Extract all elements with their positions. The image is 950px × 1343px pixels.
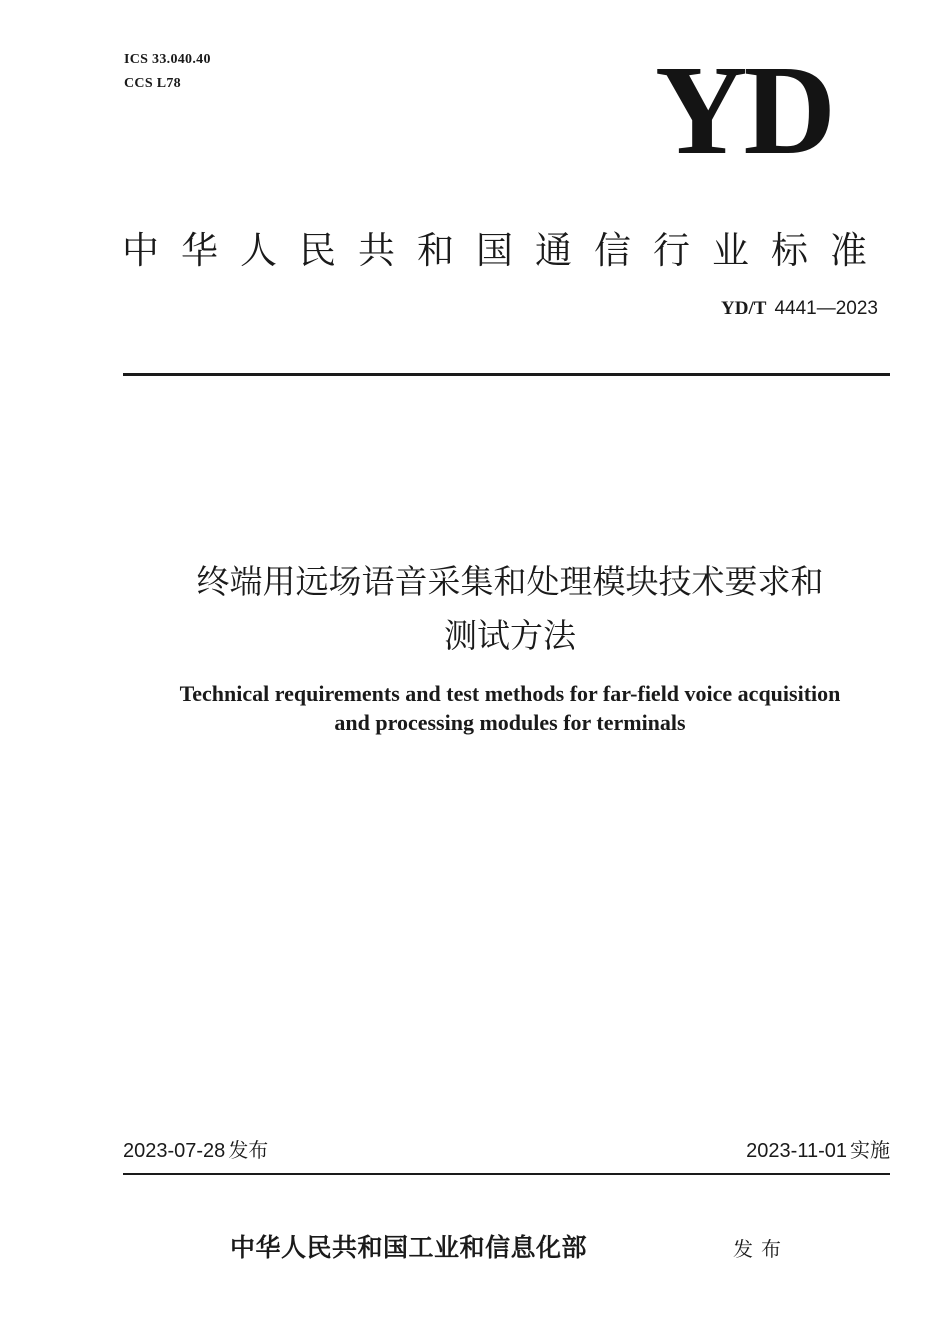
publisher-name: 中华人民共和国工业和信息化部 (230, 1233, 588, 1262)
standard-category: 中华人民共和国通信行业标准 (122, 229, 889, 272)
issue-date-label: 发布 (228, 1138, 269, 1162)
standard-number-value: 4441—2023 (774, 298, 878, 319)
issue-date-value: 2023-07-28 (123, 1140, 226, 1162)
english-title-line-2: and processing modules for terminals (334, 710, 686, 735)
effective-date-label: 实施 (850, 1138, 890, 1162)
standard-number (721, 298, 878, 320)
chinese-title-line-2: 测试方法 (444, 616, 576, 655)
chinese-title (110, 555, 910, 663)
effective-date (746, 1134, 890, 1163)
issue-date (123, 1134, 268, 1163)
publish-label: 发布 (733, 1237, 789, 1261)
bottom-divider (123, 1173, 890, 1175)
yd-logo: YD (655, 39, 832, 181)
ccs-code: CCS L78 (124, 76, 181, 91)
ics-code: ICS 33.040.40 (124, 52, 211, 67)
top-divider (123, 373, 890, 376)
effective-date-value: 2023-11-01 (746, 1140, 847, 1162)
standard-prefix: YD/T (721, 298, 767, 319)
english-title (110, 679, 910, 737)
english-title-line-1: Technical requirements and test methods for far-field voice acquisition (179, 681, 841, 706)
chinese-title-line-1: 终端用远场语音采集和处理模块技术要求和 (196, 562, 824, 601)
